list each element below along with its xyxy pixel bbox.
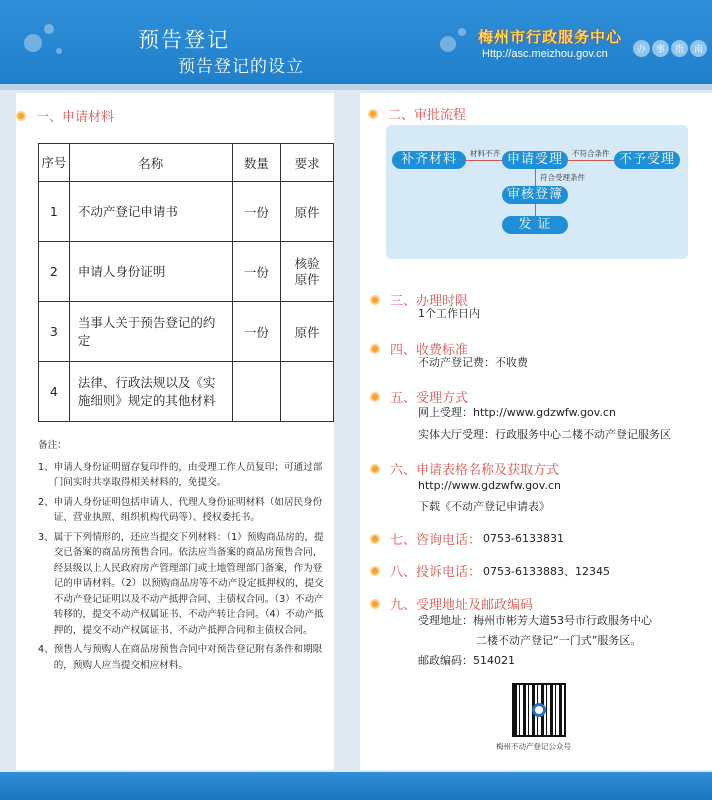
address-line-2: 二楼不动产登记“一门式”服务区。 xyxy=(476,634,642,647)
flow-heading xyxy=(368,104,466,123)
bullet-icon xyxy=(370,344,380,354)
fee-heading-text: 四、收费标准 xyxy=(390,343,469,358)
bullet-icon xyxy=(16,111,26,121)
row-name: 申请人身份证明 xyxy=(69,242,232,302)
footer-band xyxy=(0,772,712,800)
table-row xyxy=(39,362,334,422)
row-name: 法律、行政法规以及《实施细则》规定的其他材料 xyxy=(69,362,232,422)
consult-heading-text: 七、咨询电话： xyxy=(390,533,482,548)
row-no: 3 xyxy=(39,302,70,362)
qr-caption: 梅州不动产登记公众号 xyxy=(496,742,571,751)
flow-arrow-down xyxy=(535,204,536,216)
note-item xyxy=(38,495,328,526)
row-no: 4 xyxy=(39,362,70,422)
col-header-qty: 数量 xyxy=(232,144,280,182)
col-header-req: 要求 xyxy=(281,144,334,182)
note-item xyxy=(38,642,328,673)
method-heading-text: 五、受理方式 xyxy=(390,391,469,406)
bullet-icon xyxy=(370,295,380,305)
note-number: 1、 xyxy=(38,461,54,473)
address-heading-text: 九、受理地址及邮政编码 xyxy=(390,598,534,613)
header-divider xyxy=(0,84,712,90)
time-heading-text: 三、办理时限 xyxy=(390,294,469,309)
slogan-char: 事 xyxy=(652,40,669,57)
row-name: 不动产登记申请书 xyxy=(69,182,232,242)
slogan-circles xyxy=(633,40,707,57)
note-item xyxy=(38,530,328,639)
notes-block xyxy=(38,438,328,677)
flow-arrow-left xyxy=(466,160,502,161)
qr-logo-icon xyxy=(532,703,546,717)
flow-heading-text: 二、审批流程 xyxy=(388,108,467,123)
complaint-phone: 0753-6133883、12345 xyxy=(483,564,610,578)
flow-label-qualified: 符合受理条件 xyxy=(540,173,585,182)
note-item xyxy=(38,460,328,491)
slogan-char: 南 xyxy=(690,40,707,57)
forms-heading-text: 六、申请表格名称及获取方式 xyxy=(390,463,560,478)
bullet-icon xyxy=(370,566,380,576)
row-req xyxy=(281,362,334,422)
row-no: 1 xyxy=(39,182,70,242)
slogan-char: 办 xyxy=(633,40,650,57)
materials-panel xyxy=(16,93,334,770)
bullet-icon xyxy=(370,392,380,402)
row-no: 2 xyxy=(39,242,70,302)
flow-label-not-qualified: 不符合条件 xyxy=(572,149,610,158)
row-req: 原件 xyxy=(281,302,334,362)
org-name: 梅州市行政服务中心 xyxy=(478,28,623,46)
row-name: 当事人关于预告登记的约定 xyxy=(69,302,232,362)
row-qty: 一份 xyxy=(232,242,280,302)
col-header-name: 名称 xyxy=(69,144,232,182)
flow-node-accept: 申请受理 xyxy=(502,151,568,169)
bullet-icon xyxy=(370,599,380,609)
note-number: 2、 xyxy=(38,496,54,508)
note-text: 属于下列情形的，还应当提交下列材料：（1）预购商品房的，提交已备案的商品房预售合同。依法应当备案的商品房预售合同，经县级以上人民政府房产管理部门或土地管理部门备案，作为登记的申请材料。（2）以预购商品房等不动产设定抵押权的，提交不动产登记证明以及不动产抵押合同、主债权合同。（3）不动产转移的，提交不动产权属证书、不动产转让合同。（4）不动产抵押的，提交不动产权属证书、不动产抵押合同和主债权合同。 xyxy=(53,531,324,636)
table-row xyxy=(39,242,334,302)
materials-heading xyxy=(16,106,114,125)
flow-node-issue: 发 证 xyxy=(502,216,568,234)
notes-title: 备注： xyxy=(38,440,67,451)
postcode: 邮政编码：514021 xyxy=(418,654,515,667)
materials-heading-text: 一、申请材料 xyxy=(36,110,115,125)
col-header-no: 序号 xyxy=(39,144,70,182)
qr-code-icon xyxy=(512,683,566,737)
bullet-icon xyxy=(368,109,378,119)
time-text: 1个工作日内 xyxy=(418,307,480,320)
bullet-icon xyxy=(370,534,380,544)
table-header-row xyxy=(39,144,334,182)
note-text: 申请人身份证明包括申请人、代理人身份证明材料（如居民身份证、营业执照、组织机构代码等）、授权委托书。 xyxy=(53,496,323,523)
method-online: 网上受理：http://www.gdzwfw.gov.cn xyxy=(418,406,616,419)
header-banner xyxy=(0,0,712,86)
consult-phone: 0753-6133831 xyxy=(483,532,564,545)
page-subtitle: 预告登记的设立 xyxy=(178,57,304,77)
table-row xyxy=(39,182,334,242)
forms-url: http://www.gdzwfw.gov.cn xyxy=(418,479,561,492)
row-req: 核验原件 xyxy=(281,242,334,302)
slogan-char: 指 xyxy=(671,40,688,57)
note-number: 3、 xyxy=(38,531,54,543)
consult-heading xyxy=(370,529,564,548)
materials-table xyxy=(38,143,334,422)
fee-text: 不动产登记费：不收费 xyxy=(418,356,528,369)
complaint-heading-text: 八、投诉电话： xyxy=(390,565,482,580)
flow-node-review: 审核登簿 xyxy=(502,186,568,204)
forms-download: 下载《不动产登记申请表》 xyxy=(418,500,550,513)
method-hall: 实体大厅受理：行政服务中心二楼不动产登记服务区 xyxy=(418,428,671,441)
row-qty xyxy=(232,362,280,422)
note-number: 4、 xyxy=(38,644,54,655)
flow-arrow-right xyxy=(568,160,614,161)
table-row xyxy=(39,302,334,362)
row-qty: 一份 xyxy=(232,302,280,362)
org-url: Http://asc.meizhou.gov.cn xyxy=(482,48,608,60)
page-title: 预告登记 xyxy=(138,28,230,52)
note-text: 预售人与预购人在商品房预售合同中对预告登记附有条件和期限的，预购人应当提交相应材料。 xyxy=(53,644,323,671)
complaint-heading xyxy=(370,561,610,580)
row-qty: 一份 xyxy=(232,182,280,242)
flow-label-incomplete: 材料不齐 xyxy=(470,149,500,158)
address-line-1: 受理地址：梅州市彬芳大道53号市行政服务中心 xyxy=(418,614,652,627)
flow-node-supplement: 补齐材料 xyxy=(392,151,466,169)
note-text: 申请人身份证明留存复印件的，由受理工作人员复印；可通过部门间实时共享取得相关材料的，免提交。 xyxy=(53,461,323,488)
flow-node-reject: 不予受理 xyxy=(614,151,680,169)
row-req: 原件 xyxy=(281,182,334,242)
flow-arrow-down xyxy=(535,169,536,186)
bullet-icon xyxy=(370,464,380,474)
